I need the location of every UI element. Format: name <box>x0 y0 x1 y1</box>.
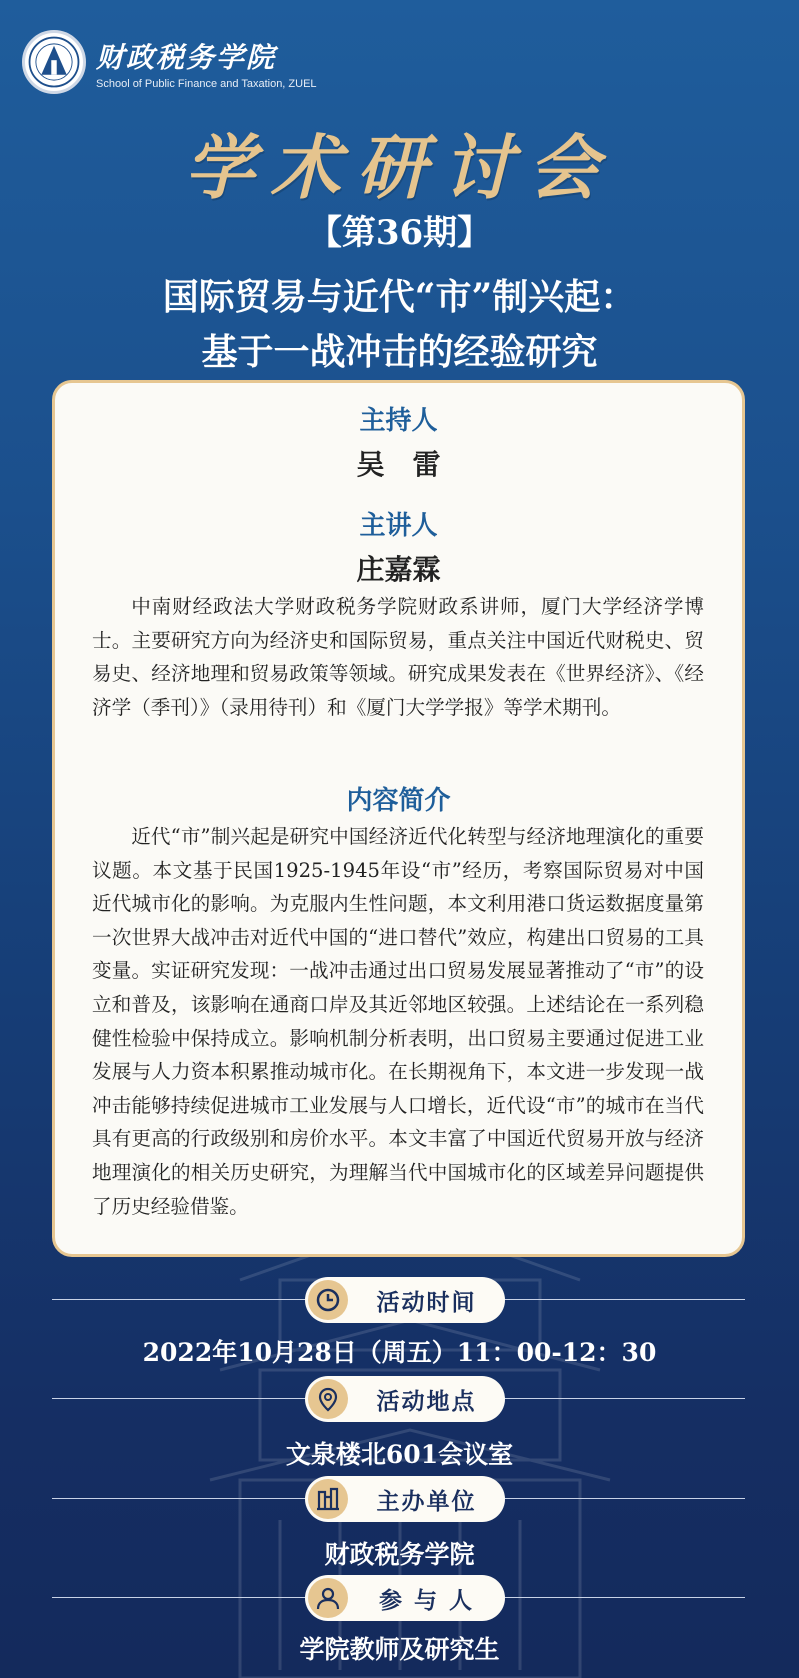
summary-text: 近代“市”制兴起是研究中国经济近代化转型与经济地理演化的重要议题。本文基于民国1925-1945年设“市”经历，考察国际贸易对中国近代城市化的影响。为克服内生性问题，本文利用港口货运数据度量第一次世界大战冲击对近代中国的“进口替代”效应，构建出口贸易的工具变量。实证研究发现：一战冲击通过出口贸易发展显著推动了“市”的设立和普及，该影响在通商口岸及其近邻地区较强。上述结论在一系列稳健性检验中保持成立。影响机制分析表明，出口贸易主要通过促进工业发展与人力资本积累推动城市化。在长期视角下，本文进一步发现一战冲击能够持续促进城市工业发展与人口增长，近代设“市”的城市在当代具有更高的行政级别和房价水平。本文丰富了中国近代贸易开放与经济地理演化的相关历史研究，为理解当代中国城市化的区域差异问题提供了历史经验借鉴。 <box>92 825 704 1218</box>
participants-label-pill <box>305 1575 505 1621</box>
location-label-pill <box>305 1376 505 1422</box>
host-heading: 主持人 <box>359 406 438 436</box>
host-name: 吴 雷 <box>356 448 441 481</box>
organizer-label-pill <box>305 1476 505 1522</box>
speaker-name: 庄嘉霖 <box>356 553 441 586</box>
school-name-en: School of Public Finance and Taxation, ZUEL <box>96 78 317 90</box>
building-icon <box>308 1479 348 1519</box>
school-name-cn: 财政税务学院 <box>96 41 277 74</box>
issue-number: 【第36期】 <box>307 213 492 253</box>
lecture-topic <box>0 270 799 380</box>
event-title: 学术研讨会 <box>184 126 615 209</box>
location-label: 活动地点 <box>376 1387 477 1415</box>
time-label: 活动时间 <box>376 1288 477 1316</box>
location-pin-icon <box>308 1379 348 1419</box>
time-value: 2022年10月28日（周五）11：00-12：30 <box>142 1338 657 1367</box>
topic-line-2: 基于一战冲击的经验研究 <box>201 331 598 373</box>
speaker-bio-text: 中南财经政法大学财政税务学院财政系讲师，厦门大学经济学博士。主要研究方向为经济史和国际贸易，重点关注中国近代财税史、贸易史、经济地理和贸易政策等领域。研究成果发表在《世界经济》、《经济学（季刊）》（录用待刊）和《厦门大学学报》等学术期刊。 <box>92 595 704 719</box>
organizer-label: 主办单位 <box>376 1487 477 1515</box>
location-value: 文泉楼北601会议室 <box>285 1440 514 1469</box>
person-icon <box>308 1578 348 1618</box>
clock-icon <box>308 1280 348 1320</box>
summary-heading: 内容简介 <box>346 786 451 816</box>
speaker-bio <box>92 590 704 724</box>
participants-label: 参 与 人 <box>378 1586 474 1614</box>
participants-value: 学院教师及研究生 <box>299 1635 500 1664</box>
school-logo <box>22 30 86 94</box>
summary <box>92 820 704 1223</box>
time-label-pill <box>305 1277 505 1323</box>
organizer-value: 财政税务学院 <box>324 1540 475 1569</box>
topic-line-1: 国际贸易与近代“市”制兴起： <box>162 276 637 318</box>
speaker-heading: 主讲人 <box>359 511 438 541</box>
